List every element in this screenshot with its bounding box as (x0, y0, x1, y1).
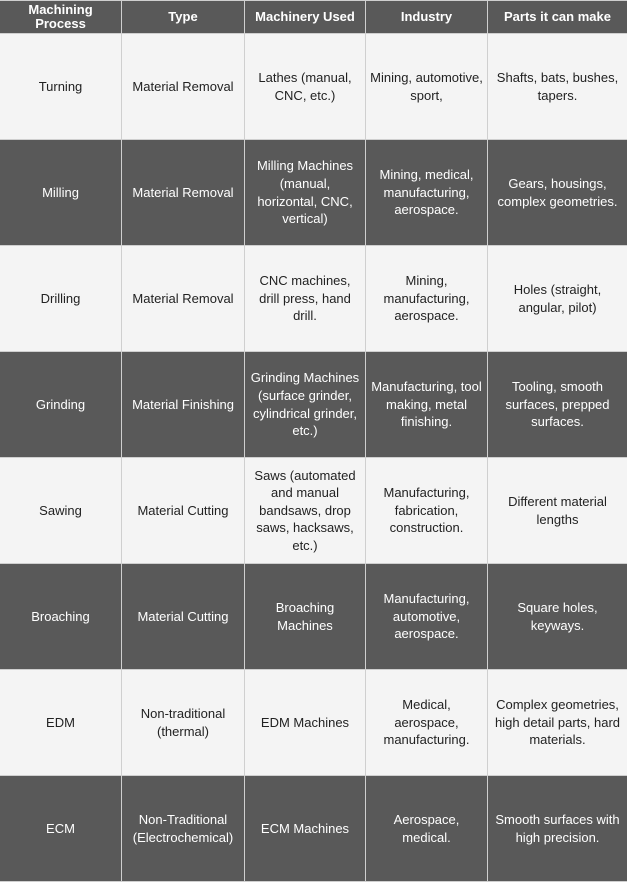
cell-industry: Mining, automotive, sport, (366, 34, 488, 140)
cell-parts: Shafts, bats, bushes, tapers. (488, 34, 627, 140)
cell-machinery: Saws (automated and manual bandsaws, drop saws, hacksaws, etc.) (245, 458, 366, 564)
cell-process: EDM (0, 670, 122, 776)
cell-parts: Complex geometries, high detail parts, hard materials. (488, 670, 627, 776)
cell-machinery: ECM Machines (245, 776, 366, 882)
cell-parts: Holes (straight, angular, pilot) (488, 246, 627, 352)
cell-machinery: Lathes (manual, CNC, etc.) (245, 34, 366, 140)
cell-industry: Aerospace, medical. (366, 776, 488, 882)
header-machinery-used: Machinery Used (245, 1, 366, 34)
table-row (0, 34, 627, 140)
cell-type: Material Cutting (122, 564, 245, 670)
cell-industry: Manufacturing, fabrication, construction. (366, 458, 488, 564)
cell-type: Material Removal (122, 140, 245, 246)
table-row (0, 352, 627, 458)
table-row (0, 564, 627, 670)
header-machining-process: Machining Process (0, 1, 122, 34)
cell-industry: Manufacturing, automotive, aerospace. (366, 564, 488, 670)
table-body (0, 34, 627, 882)
table-row (0, 458, 627, 564)
cell-industry: Mining, medical, manufacturing, aerospace. (366, 140, 488, 246)
cell-parts: Different material lengths (488, 458, 627, 564)
table-row (0, 140, 627, 246)
cell-parts: Gears, housings, complex geometries. (488, 140, 627, 246)
cell-machinery: Grinding Machines (surface grinder, cylindrical grinder, etc.) (245, 352, 366, 458)
cell-machinery: CNC machines, drill press, hand drill. (245, 246, 366, 352)
table-row (0, 246, 627, 352)
cell-process: Drilling (0, 246, 122, 352)
cell-industry: Manufacturing, tool making, metal finishing. (366, 352, 488, 458)
table-row (0, 776, 627, 882)
cell-process: Broaching (0, 564, 122, 670)
cell-type: Material Finishing (122, 352, 245, 458)
cell-industry: Medical, aerospace, manufacturing. (366, 670, 488, 776)
cell-type: Non-traditional (thermal) (122, 670, 245, 776)
cell-machinery: Milling Machines (manual, horizontal, CNC, vertical) (245, 140, 366, 246)
cell-machinery: EDM Machines (245, 670, 366, 776)
cell-type: Material Removal (122, 246, 245, 352)
cell-type: Material Removal (122, 34, 245, 140)
cell-industry: Mining, manufacturing, aerospace. (366, 246, 488, 352)
header-industry: Industry (366, 1, 488, 34)
header-parts: Parts it can make (488, 1, 627, 34)
cell-process: Sawing (0, 458, 122, 564)
cell-machinery: Broaching Machines (245, 564, 366, 670)
cell-type: Material Cutting (122, 458, 245, 564)
cell-process: Milling (0, 140, 122, 246)
cell-process: Grinding (0, 352, 122, 458)
cell-parts: Smooth surfaces with high precision. (488, 776, 627, 882)
cell-type: Non-Traditional (Electrochemical) (122, 776, 245, 882)
cell-process: ECM (0, 776, 122, 882)
cell-parts: Tooling, smooth surfaces, prepped surfaces. (488, 352, 627, 458)
cell-process: Turning (0, 34, 122, 140)
table-header (0, 1, 627, 34)
table-row (0, 670, 627, 776)
cell-parts: Square holes, keyways. (488, 564, 627, 670)
header-type: Type (122, 1, 245, 34)
